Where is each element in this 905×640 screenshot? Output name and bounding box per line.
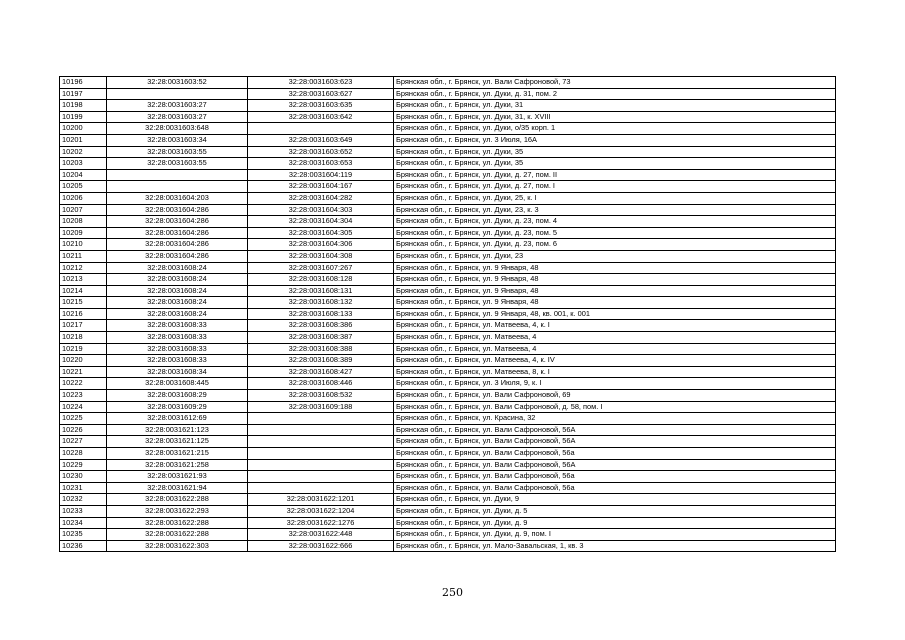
row-number-cell: 10218 <box>60 332 107 344</box>
object-cadastral-number-cell: 32:28:0031604:167 <box>248 181 394 193</box>
object-cadastral-number-cell: 32:28:0031608:387 <box>248 332 394 344</box>
row-number-cell: 10232 <box>60 494 107 506</box>
address-cell: Брянская обл., г. Брянск, ул. 9 Января, 48 <box>394 274 836 286</box>
object-cadastral-number-cell: 32:28:0031603:642 <box>248 111 394 123</box>
object-cadastral-number-cell <box>248 413 394 425</box>
address-cell: Брянская обл., г. Брянск, ул. Матвеева, 8, к. I <box>394 366 836 378</box>
row-number-cell: 10197 <box>60 88 107 100</box>
table-row <box>60 401 836 413</box>
table-row <box>60 146 836 158</box>
row-number-cell: 10230 <box>60 471 107 483</box>
land-cadastral-number-cell: 32:28:0031603:55 <box>107 158 248 170</box>
land-cadastral-number-cell: 32:28:0031621:258 <box>107 459 248 471</box>
table-row <box>60 274 836 286</box>
table-row <box>60 216 836 228</box>
address-cell: Брянская обл., г. Брянск, ул. Дуки, 35 <box>394 158 836 170</box>
land-cadastral-number-cell: 32:28:0031622:288 <box>107 517 248 529</box>
table-row <box>60 192 836 204</box>
land-cadastral-number-cell <box>107 169 248 181</box>
object-cadastral-number-cell: 32:28:0031604:304 <box>248 216 394 228</box>
row-number-cell: 10211 <box>60 250 107 262</box>
row-number-cell: 10212 <box>60 262 107 274</box>
row-number-cell: 10236 <box>60 540 107 552</box>
row-number-cell: 10233 <box>60 505 107 517</box>
table-row <box>60 517 836 529</box>
object-cadastral-number-cell: 32:28:0031604:282 <box>248 192 394 204</box>
table-row <box>60 471 836 483</box>
row-number-cell: 10207 <box>60 204 107 216</box>
land-cadastral-number-cell: 32:28:0031603:648 <box>107 123 248 135</box>
table-row <box>60 250 836 262</box>
land-cadastral-number-cell: 32:28:0031621:123 <box>107 424 248 436</box>
address-cell: Брянская обл., г. Брянск, ул. Дуки, 31, к. XVIII <box>394 111 836 123</box>
land-cadastral-number-cell: 32:28:0031612:69 <box>107 413 248 425</box>
row-number-cell: 10215 <box>60 297 107 309</box>
address-cell: Брянская обл., г. Брянск, ул. 9 Января, 48 <box>394 285 836 297</box>
table-row <box>60 134 836 146</box>
land-cadastral-number-cell: 32:28:0031608:24 <box>107 262 248 274</box>
land-cadastral-number-cell: 32:28:0031622:288 <box>107 494 248 506</box>
address-cell: Брянская обл., г. Брянск, ул. Дуки, 9 <box>394 494 836 506</box>
row-number-cell: 10227 <box>60 436 107 448</box>
row-number-cell: 10216 <box>60 308 107 320</box>
object-cadastral-number-cell: 32:28:0031607:267 <box>248 262 394 274</box>
land-cadastral-number-cell: 32:28:0031608:29 <box>107 390 248 402</box>
table-row <box>60 181 836 193</box>
address-cell: Брянская обл., г. Брянск, ул. Вали Сафроновой, д. 58, пом. I <box>394 401 836 413</box>
object-cadastral-number-cell: 32:28:0031622:448 <box>248 529 394 541</box>
address-cell: Брянская обл., г. Брянск, ул. Матвеева, 4 <box>394 343 836 355</box>
table-row <box>60 169 836 181</box>
land-cadastral-number-cell: 32:28:0031608:24 <box>107 285 248 297</box>
land-cadastral-number-cell: 32:28:0031608:33 <box>107 355 248 367</box>
row-number-cell: 10220 <box>60 355 107 367</box>
land-cadastral-number-cell: 32:28:0031608:24 <box>107 274 248 286</box>
table-row <box>60 285 836 297</box>
address-cell: Брянская обл., г. Брянск, ул. Дуки, д. 9, пом. I <box>394 529 836 541</box>
address-cell: Брянская обл., г. Брянск, ул. Мало-Завальская, 1, кв. 3 <box>394 540 836 552</box>
row-number-cell: 10213 <box>60 274 107 286</box>
address-cell: Брянская обл., г. Брянск, ул. Вали Сафроновой, 56а <box>394 448 836 460</box>
object-cadastral-number-cell: 32:28:0031603:653 <box>248 158 394 170</box>
address-cell: Брянская обл., г. Брянск, ул. Вали Сафроновой, 56А <box>394 436 836 448</box>
address-cell: Брянская обл., г. Брянск, ул. 9 Января, 48 <box>394 297 836 309</box>
row-number-cell: 10202 <box>60 146 107 158</box>
row-number-cell: 10199 <box>60 111 107 123</box>
address-cell: Брянская обл., г. Брянск, ул. 3 Июля, 9, к. I <box>394 378 836 390</box>
table-row <box>60 123 836 135</box>
address-cell: Брянская обл., г. Брянск, ул. Дуки, д. 23, пом. 6 <box>394 239 836 251</box>
table-row <box>60 227 836 239</box>
object-cadastral-number-cell: 32:28:0031608:388 <box>248 343 394 355</box>
row-number-cell: 10221 <box>60 366 107 378</box>
address-cell: Брянская обл., г. Брянск, ул. Дуки, д. 27, пом. I <box>394 181 836 193</box>
address-cell: Брянская обл., г. Брянск, ул. Дуки, 25, к. I <box>394 192 836 204</box>
land-cadastral-number-cell: 32:28:0031608:33 <box>107 332 248 344</box>
table-row <box>60 540 836 552</box>
table-row <box>60 239 836 251</box>
land-cadastral-number-cell <box>107 88 248 100</box>
land-cadastral-number-cell: 32:28:0031604:286 <box>107 204 248 216</box>
table-row <box>60 204 836 216</box>
object-cadastral-number-cell: 32:28:0031622:666 <box>248 540 394 552</box>
land-cadastral-number-cell: 32:28:0031622:293 <box>107 505 248 517</box>
land-cadastral-number-cell: 32:28:0031604:286 <box>107 239 248 251</box>
row-number-cell: 10226 <box>60 424 107 436</box>
object-cadastral-number-cell: 32:28:0031603:649 <box>248 134 394 146</box>
object-cadastral-number-cell <box>248 459 394 471</box>
row-number-cell: 10210 <box>60 239 107 251</box>
table-row <box>60 459 836 471</box>
address-cell: Брянская обл., г. Брянск, ул. Красина, 32 <box>394 413 836 425</box>
address-cell: Брянская обл., г. Брянск, ул. Дуки, д. 23, пом. 5 <box>394 227 836 239</box>
address-cell: Брянская обл., г. Брянск, ул. Дуки, 23, к. 3 <box>394 204 836 216</box>
table-row <box>60 494 836 506</box>
row-number-cell: 10234 <box>60 517 107 529</box>
land-cadastral-number-cell: 32:28:0031603:27 <box>107 111 248 123</box>
object-cadastral-number-cell: 32:28:0031608:427 <box>248 366 394 378</box>
address-cell: Брянская обл., г. Брянск, ул. Дуки, о/35 корп. 1 <box>394 123 836 135</box>
row-number-cell: 10228 <box>60 448 107 460</box>
address-cell: Брянская обл., г. Брянск, ул. Дуки, д. 31, пом. 2 <box>394 88 836 100</box>
table-row <box>60 100 836 112</box>
address-cell: Брянская обл., г. Брянск, ул. Вали Сафроновой, 56А <box>394 459 836 471</box>
object-cadastral-number-cell: 32:28:0031603:627 <box>248 88 394 100</box>
table-row <box>60 482 836 494</box>
land-cadastral-number-cell: 32:28:0031604:286 <box>107 227 248 239</box>
property-registry-table <box>59 76 836 552</box>
object-cadastral-number-cell: 32:28:0031603:623 <box>248 77 394 89</box>
object-cadastral-number-cell: 32:28:0031608:133 <box>248 308 394 320</box>
land-cadastral-number-cell: 32:28:0031621:94 <box>107 482 248 494</box>
row-number-cell: 10200 <box>60 123 107 135</box>
row-number-cell: 10224 <box>60 401 107 413</box>
address-cell: Брянская обл., г. Брянск, ул. Вали Сафроновой, 56а <box>394 482 836 494</box>
land-cadastral-number-cell: 32:28:0031604:203 <box>107 192 248 204</box>
table-row <box>60 436 836 448</box>
land-cadastral-number-cell: 32:28:0031608:34 <box>107 366 248 378</box>
land-cadastral-number-cell: 32:28:0031608:24 <box>107 297 248 309</box>
table-row <box>60 378 836 390</box>
object-cadastral-number-cell: 32:28:0031622:1201 <box>248 494 394 506</box>
address-cell: Брянская обл., г. Брянск, ул. Дуки, д. 23, пом. 4 <box>394 216 836 228</box>
land-cadastral-number-cell: 32:28:0031608:445 <box>107 378 248 390</box>
row-number-cell: 10222 <box>60 378 107 390</box>
row-number-cell: 10206 <box>60 192 107 204</box>
land-cadastral-number-cell: 32:28:0031603:34 <box>107 134 248 146</box>
row-number-cell: 10235 <box>60 529 107 541</box>
object-cadastral-number-cell: 32:28:0031604:119 <box>248 169 394 181</box>
land-cadastral-number-cell: 32:28:0031603:52 <box>107 77 248 89</box>
object-cadastral-number-cell <box>248 482 394 494</box>
address-cell: Брянская обл., г. Брянск, ул. Дуки, 23 <box>394 250 836 262</box>
object-cadastral-number-cell: 32:28:0031604:303 <box>248 204 394 216</box>
object-cadastral-number-cell <box>248 471 394 483</box>
address-cell: Брянская обл., г. Брянск, ул. Дуки, д. 27, пом. II <box>394 169 836 181</box>
page-number: 250 <box>442 586 463 599</box>
table-row <box>60 332 836 344</box>
object-cadastral-number-cell: 32:28:0031608:446 <box>248 378 394 390</box>
object-cadastral-number-cell: 32:28:0031604:308 <box>248 250 394 262</box>
table-row <box>60 366 836 378</box>
address-cell: Брянская обл., г. Брянск, ул. Дуки, д. 9 <box>394 517 836 529</box>
row-number-cell: 10231 <box>60 482 107 494</box>
address-cell: Брянская обл., г. Брянск, ул. Вали Сафроновой, 73 <box>394 77 836 89</box>
table-row <box>60 158 836 170</box>
object-cadastral-number-cell: 32:28:0031622:1204 <box>248 505 394 517</box>
object-cadastral-number-cell: 32:28:0031608:532 <box>248 390 394 402</box>
table-row <box>60 308 836 320</box>
land-cadastral-number-cell: 32:28:0031609:29 <box>107 401 248 413</box>
address-cell: Брянская обл., г. Брянск, ул. Вали Сафроновой, 69 <box>394 390 836 402</box>
row-number-cell: 10208 <box>60 216 107 228</box>
row-number-cell: 10203 <box>60 158 107 170</box>
land-cadastral-number-cell: 32:28:0031608:24 <box>107 308 248 320</box>
land-cadastral-number-cell: 32:28:0031622:303 <box>107 540 248 552</box>
address-cell: Брянская обл., г. Брянск, ул. Матвеева, 4, к. I <box>394 320 836 332</box>
object-cadastral-number-cell: 32:28:0031603:652 <box>248 146 394 158</box>
row-number-cell: 10217 <box>60 320 107 332</box>
row-number-cell: 10209 <box>60 227 107 239</box>
address-cell: Брянская обл., г. Брянск, ул. 3 Июля, 16А <box>394 134 836 146</box>
table-row <box>60 413 836 425</box>
address-cell: Брянская обл., г. Брянск, ул. Матвеева, 4, к. IV <box>394 355 836 367</box>
land-cadastral-number-cell: 32:28:0031604:286 <box>107 216 248 228</box>
land-cadastral-number-cell: 32:28:0031621:215 <box>107 448 248 460</box>
table-row <box>60 448 836 460</box>
object-cadastral-number-cell <box>248 123 394 135</box>
table-row <box>60 88 836 100</box>
land-cadastral-number-cell: 32:28:0031621:125 <box>107 436 248 448</box>
table-row <box>60 424 836 436</box>
row-number-cell: 10205 <box>60 181 107 193</box>
land-cadastral-number-cell: 32:28:0031603:55 <box>107 146 248 158</box>
object-cadastral-number-cell: 32:28:0031603:635 <box>248 100 394 112</box>
table-row <box>60 320 836 332</box>
row-number-cell: 10229 <box>60 459 107 471</box>
object-cadastral-number-cell <box>248 448 394 460</box>
row-number-cell: 10196 <box>60 77 107 89</box>
address-cell: Брянская обл., г. Брянск, ул. Дуки, 35 <box>394 146 836 158</box>
table-row <box>60 77 836 89</box>
object-cadastral-number-cell: 32:28:0031608:386 <box>248 320 394 332</box>
object-cadastral-number-cell <box>248 436 394 448</box>
land-cadastral-number-cell: 32:28:0031608:33 <box>107 343 248 355</box>
address-cell: Брянская обл., г. Брянск, ул. Вали Сафроновой, 56А <box>394 424 836 436</box>
table-row <box>60 111 836 123</box>
land-cadastral-number-cell: 32:28:0031604:286 <box>107 250 248 262</box>
table-row <box>60 505 836 517</box>
row-number-cell: 10223 <box>60 390 107 402</box>
land-cadastral-number-cell: 32:28:0031608:33 <box>107 320 248 332</box>
row-number-cell: 10204 <box>60 169 107 181</box>
object-cadastral-number-cell: 32:28:0031608:389 <box>248 355 394 367</box>
address-cell: Брянская обл., г. Брянск, ул. Вали Сафроновой, 56а <box>394 471 836 483</box>
object-cadastral-number-cell: 32:28:0031608:128 <box>248 274 394 286</box>
land-cadastral-number-cell <box>107 181 248 193</box>
address-cell: Брянская обл., г. Брянск, ул. Матвеева, 4 <box>394 332 836 344</box>
land-cadastral-number-cell: 32:28:0031622:288 <box>107 529 248 541</box>
land-cadastral-number-cell: 32:28:0031621:93 <box>107 471 248 483</box>
table-row <box>60 529 836 541</box>
row-number-cell: 10225 <box>60 413 107 425</box>
row-number-cell: 10219 <box>60 343 107 355</box>
row-number-cell: 10198 <box>60 100 107 112</box>
row-number-cell: 10201 <box>60 134 107 146</box>
table-row <box>60 355 836 367</box>
registry-table-body <box>60 77 836 552</box>
table-row <box>60 343 836 355</box>
table-row <box>60 262 836 274</box>
object-cadastral-number-cell: 32:28:0031608:131 <box>248 285 394 297</box>
land-cadastral-number-cell: 32:28:0031603:27 <box>107 100 248 112</box>
address-cell: Брянская обл., г. Брянск, ул. Дуки, 31 <box>394 100 836 112</box>
address-cell: Брянская обл., г. Брянск, ул. 9 Января, 48, кв. 001, к. 001 <box>394 308 836 320</box>
table-row <box>60 297 836 309</box>
row-number-cell: 10214 <box>60 285 107 297</box>
address-cell: Брянская обл., г. Брянск, ул. Дуки, д. 5 <box>394 505 836 517</box>
object-cadastral-number-cell: 32:28:0031604:306 <box>248 239 394 251</box>
object-cadastral-number-cell: 32:28:0031608:132 <box>248 297 394 309</box>
address-cell: Брянская обл., г. Брянск, ул. 9 Января, 48 <box>394 262 836 274</box>
object-cadastral-number-cell: 32:28:0031604:305 <box>248 227 394 239</box>
object-cadastral-number-cell <box>248 424 394 436</box>
object-cadastral-number-cell: 32:28:0031622:1276 <box>248 517 394 529</box>
object-cadastral-number-cell: 32:28:0031609:188 <box>248 401 394 413</box>
table-row <box>60 390 836 402</box>
